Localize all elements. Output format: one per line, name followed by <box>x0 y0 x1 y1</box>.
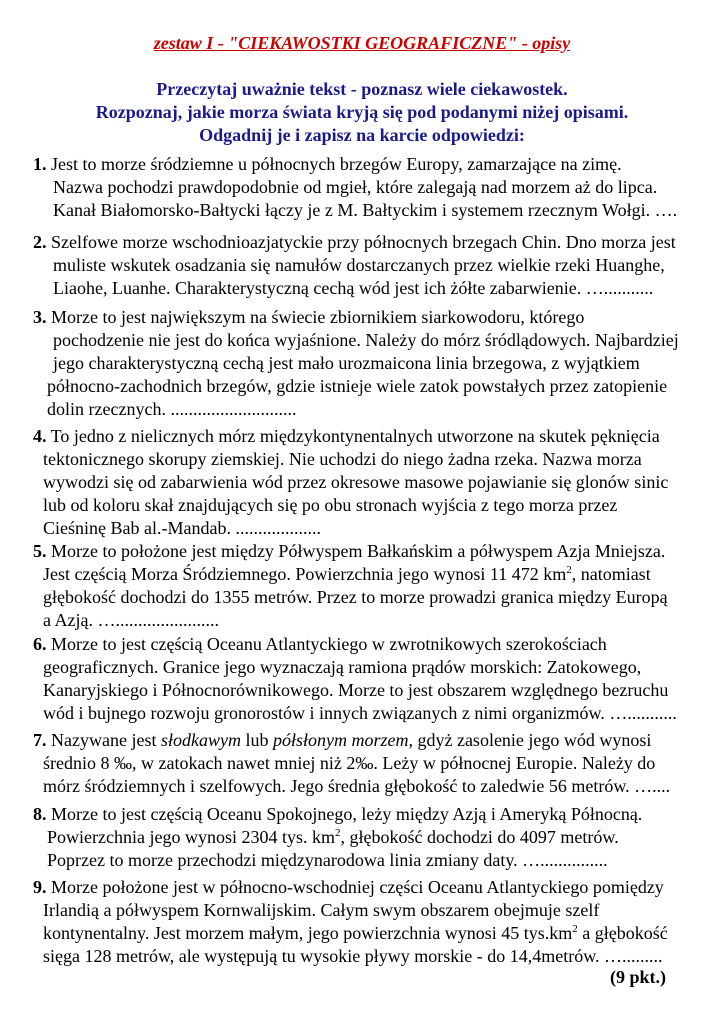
question-text: Powierzchnia jego wynosi 2304 tys. km <box>47 827 335 847</box>
question-text: sięga 128 metrów, ale występują tu wysokie pływy morskie - do 14,4metrów. …......... <box>43 946 663 966</box>
question-text: jego charakterystyczną cechą jest mało urozmaicona linia brzegowa, z wyjątkiem <box>53 353 640 373</box>
question-number: 5. <box>33 541 47 561</box>
question-text: geograficznych. Granice jego wyznaczają ramiona prądów morskich: Zatokowego, <box>43 657 642 677</box>
question-text: Kanaryjskiego i Północnorównikowego. Morze to jest obszarem względnego bezruchu <box>43 680 669 700</box>
question-text: Jest to morze śródziemne u północnych brzegów Europy, zamarzające na zimę. <box>46 154 622 174</box>
question-3 <box>33 306 693 421</box>
question-text: gdyż zasolenie jego wód wynosi <box>412 730 652 750</box>
question-text: północno-zachodnich brzegów, gdzie istnieje wiele zatok powstałych przez zatopienie <box>47 376 668 396</box>
intro-line-2: Rozpoznaj, jakie morza świata kryją się pod podanymi niżej opisami. <box>95 102 629 122</box>
question-text: średnio 8 ‰, w zatokach nawet mniej niż 2‰. Leży w północnej Europie. Należy do <box>43 753 656 773</box>
question-text: wywodzi się od zabarwienia wód przez okresowe masowe pojawianie się glonów sinic <box>43 472 669 492</box>
page-title: zestaw I - "CIEKAWOSTKI GEOGRAFICZNE" - opisy <box>153 33 571 53</box>
question-text: Morze położone jest w północno-wschodniej części Oceanu Atlantyckiego pomiędzy <box>46 877 664 897</box>
intro-line-3: Odgadnij je i zapisz na karcie odpowiedzi: <box>199 125 525 145</box>
question-1 <box>33 153 693 222</box>
question-number: 2. <box>33 232 47 252</box>
question-text: pochodzenie nie jest do końca wyjaśnione. Należy do mórz śródlądowych. Najbardziej <box>53 330 679 350</box>
question-text: Liaohe, Luanhe. Charakterystyczną cechą wód jest ich żółte zabarwienie. …........... <box>53 278 654 298</box>
question-6 <box>33 633 693 725</box>
question-8 <box>33 803 693 872</box>
question-7 <box>33 729 693 798</box>
question-text: Morze to jest największym na świecie zbiornikiem siarkowodoru, którego <box>46 307 585 327</box>
question-text: kontynentalny. Jest morzem małym, jego powierzchnia wynosi 45 tys.km <box>43 923 573 943</box>
question-text: mórz śródziemnych i szelfowych. Jego średnia głębokość to zaledwie 56 metrów. ….... <box>43 776 671 796</box>
question-text: Irlandią a półwyspem Kornwalijskim. Całym swym obszarem obejmuje szelf <box>43 900 600 920</box>
question-text: a głębokość <box>577 923 668 943</box>
question-number: 3. <box>33 307 47 327</box>
question-number: 9. <box>33 877 47 897</box>
question-text: Jest częścią Morza Śródziemnego. Powierzchnia jego wynosi 11 472 km <box>43 564 567 584</box>
question-text: lub od koloru skał znajdujących się po obu stronach wyjścia z tego morza przez <box>43 495 618 515</box>
question-text: wód i bujnego rozwoju gronorostów i innych związanych z nimi organizmów. …........... <box>43 703 677 723</box>
question-9 <box>33 876 693 968</box>
question-2 <box>33 231 693 300</box>
question-text: Morze to jest częścią Oceanu Spokojnego, leży między Azją i Ameryką Północną. <box>46 804 643 824</box>
points-total: (9 pkt.) <box>609 967 666 987</box>
superscript: 2 <box>566 564 572 576</box>
question-text: Nazwa pochodzi prawdopodobnie od mgieł, które zalegają nad morzem aż do lipca. <box>53 177 658 197</box>
question-text: Morze to jest częścią Oceanu Atlantyckiego w zwrotnikowych szerokościach <box>46 634 607 654</box>
question-number: 8. <box>33 804 47 824</box>
question-text: muliste wskutek osadzania się namułów dostarczanych przez wielkie rzeki Huanghe, <box>53 255 665 275</box>
question-text: Kanał Białomorsko-Bałtycki łączy je z M. Bałtyckim i systemem rzecznym Wołgi. …. <box>53 200 678 220</box>
question-number: 4. <box>33 426 47 446</box>
question-4 <box>33 425 693 540</box>
question-text: tektonicznego skorupy ziemskiej. Nie uchodzi do niego żadna rzeka. Nazwa morza <box>43 449 642 469</box>
question-text: Morze to położone jest między Półwyspem Bałkańskim a półwyspem Azja Mniejsza. <box>46 541 666 561</box>
question-text: Nazywane jest <box>46 730 161 750</box>
italic-term: półsłonym morzem, <box>272 730 413 750</box>
intro-block <box>0 78 724 147</box>
question-text: lub <box>240 730 273 750</box>
question-number: 7. <box>33 730 47 750</box>
question-number: 1. <box>33 154 47 174</box>
question-text: dolin rzecznych. ............................ <box>47 399 297 419</box>
italic-term: słodkawym <box>160 730 241 750</box>
question-text: To jedno z nielicznych mórz międzykontynentalnych utworzone na skutek pęknięcia <box>46 426 660 446</box>
intro-line-1: Przeczytaj uważnie tekst - poznasz wiele ciekawostek. <box>156 79 568 99</box>
question-5 <box>33 540 693 632</box>
question-text: Poprzez to morze przechodzi międzynarodowa linia zmiany daty. …............... <box>47 850 608 870</box>
question-text: , głębokość dochodzi do 4097 metrów. <box>340 827 619 847</box>
question-text: a Azją. …....................... <box>43 610 219 630</box>
question-text: , natomiast <box>571 564 651 584</box>
superscript: 2 <box>572 923 578 935</box>
question-text: głębokość dochodzi do 1355 metrów. Przez to morze prowadzi granica między Europą <box>43 587 668 607</box>
question-text: Cieśninę Bab al.-Mandab. ................... <box>43 518 321 538</box>
superscript: 2 <box>334 827 341 839</box>
question-number: 6. <box>33 634 47 654</box>
question-text: Szelfowe morze wschodnioazjatyckie przy północnych brzegach Chin. Dno morza jest <box>46 232 676 252</box>
